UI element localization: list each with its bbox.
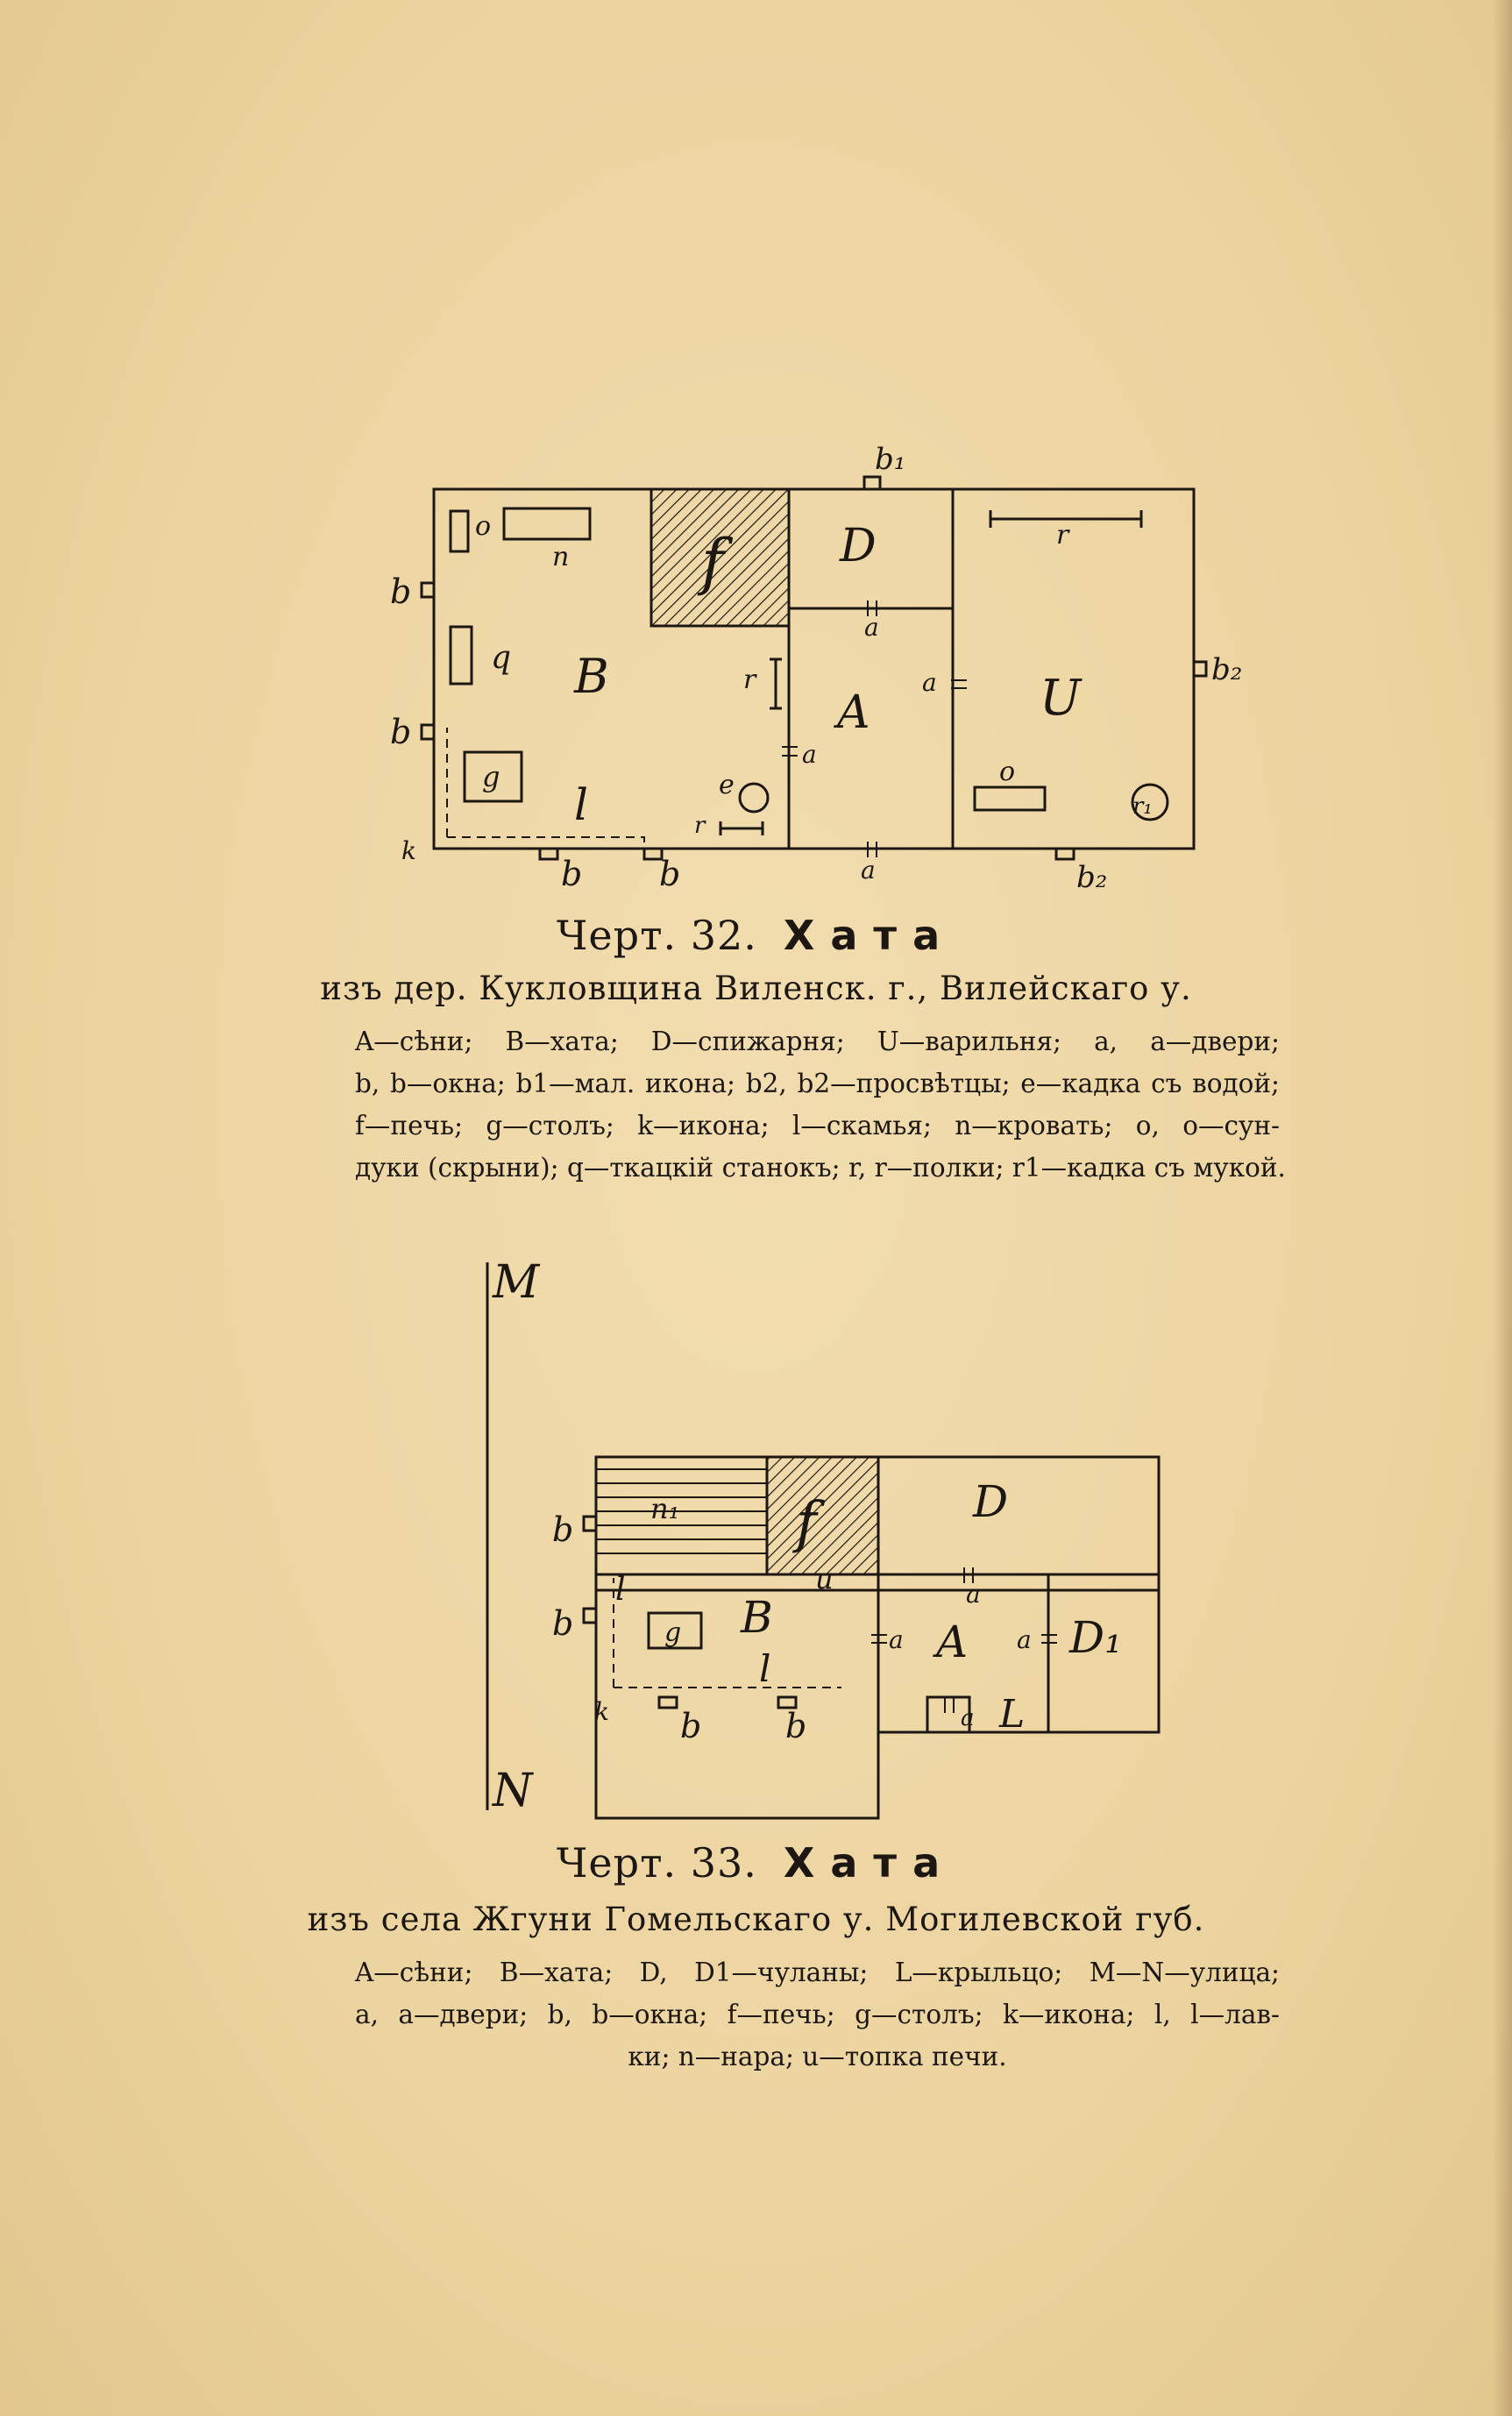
plan-32-label-e: e bbox=[719, 770, 735, 800]
figure-32-subtitle: изъ дер. Кукловщина Виленск. г., Вилейскаго у. bbox=[320, 970, 1192, 1007]
plan-32-loom bbox=[451, 627, 472, 684]
plan-33-hata-wall bbox=[596, 1574, 878, 1818]
plan-32-vent bbox=[1056, 849, 1074, 859]
plan-32-window bbox=[422, 583, 434, 597]
legend-line: дуки (скрыни); q—ткацкій станокъ; r, r—полки; r1—кадка съ мукой. bbox=[355, 1153, 1286, 1183]
figure-32-caption bbox=[0, 912, 1512, 959]
plan-32-svg bbox=[0, 0, 1512, 947]
legend-line: b, b—окна; b1—мал. икона; b2, b2—просвѣтцы; e—кадка съ водой; bbox=[355, 1069, 1280, 1098]
plan-32-label-B: B bbox=[574, 649, 609, 704]
plan-33-label-D: D bbox=[973, 1476, 1009, 1527]
plan-32-label-b1: b₁ bbox=[875, 442, 906, 477]
plan-32-label-a: a bbox=[922, 668, 937, 697]
plan-33-label-a: a bbox=[966, 1580, 981, 1609]
plan-33-label-a: a bbox=[961, 1705, 975, 1731]
plan-32-label-a: a bbox=[861, 856, 876, 885]
plan-32-label-b: b bbox=[390, 572, 412, 611]
plan-32-label-A: A bbox=[837, 686, 870, 739]
figure-32-number: Черт. 32. bbox=[556, 912, 757, 959]
plan-32-label-a: a bbox=[864, 613, 879, 642]
figure-33-legend bbox=[355, 1951, 1280, 2078]
plan-33-svg bbox=[0, 1210, 1512, 1823]
plan-32-window bbox=[422, 725, 434, 739]
figure-33-caption bbox=[0, 1839, 1512, 1887]
plan-32-label-b: b bbox=[390, 713, 412, 751]
plan-32-vent bbox=[1194, 662, 1206, 676]
plan-32-label-l: l bbox=[574, 779, 588, 830]
plan-33-label-B: B bbox=[741, 1592, 773, 1643]
plan-33-label-l: l bbox=[759, 1647, 771, 1690]
legend-line: ки; n—нара; u—топка печи. bbox=[628, 2042, 1007, 2071]
plan-32-icon-window bbox=[864, 477, 880, 489]
plan-32-label-f: f bbox=[701, 526, 724, 598]
plan-33-label-D1: D₁ bbox=[1069, 1612, 1123, 1663]
plan-32-label-r: r bbox=[743, 664, 756, 695]
plan-33-window bbox=[584, 1517, 596, 1531]
figure-33-title: Хата bbox=[783, 1839, 956, 1887]
figure-32-title: Хата bbox=[783, 912, 956, 959]
plan-32-label-n: n bbox=[552, 542, 570, 572]
plan-32-label-D: D bbox=[840, 520, 877, 572]
plan-32-label-o: o bbox=[999, 757, 1016, 787]
plan-32-chest-o bbox=[975, 787, 1045, 810]
plan-33-label-f: f bbox=[796, 1490, 817, 1555]
figure-33-subtitle: изъ села Жгуни Гомельскаго у. Могилевской губ. bbox=[307, 1901, 1205, 1938]
plan-32-label-r1: r₁ bbox=[1132, 793, 1153, 820]
plan-32-bed bbox=[504, 508, 590, 539]
plan-32-chest-o bbox=[451, 511, 468, 551]
plan-32-label-U: U bbox=[1040, 670, 1082, 727]
plan-32-label-o: o bbox=[475, 511, 492, 542]
plan-33-window bbox=[584, 1609, 596, 1623]
plan-32-label-r: r bbox=[694, 813, 706, 839]
plan-33-plank-bed bbox=[596, 1469, 767, 1553]
floor-plan-figure-32 bbox=[0, 0, 1512, 947]
figure-32-legend bbox=[355, 1020, 1286, 1189]
plan-32-label-g: g bbox=[482, 760, 500, 793]
plan-32-label-b2: b₂ bbox=[1076, 860, 1108, 895]
floor-plan-figure-33 bbox=[0, 1210, 1512, 1823]
plan-32-label-b: b bbox=[561, 855, 583, 893]
plan-33-label-b: b bbox=[785, 1707, 807, 1745]
plan-32-label-b: b bbox=[659, 855, 681, 893]
plan-33-label-b: b bbox=[680, 1707, 702, 1745]
plan-32-water-tub bbox=[740, 784, 768, 812]
plan-32-window bbox=[540, 849, 557, 859]
plan-33-label-k: k bbox=[594, 1697, 609, 1726]
figure-33-number: Черт. 33. bbox=[556, 1839, 757, 1887]
plan-32-bench bbox=[447, 728, 644, 849]
plan-33-label-g: g bbox=[664, 1617, 682, 1648]
plan-33-label-a: a bbox=[1017, 1625, 1032, 1654]
plan-33-label-M: M bbox=[493, 1256, 540, 1309]
legend-line: f—печь; g—столъ; k—икона; l—скамья; n—кровать; o, o—сун- bbox=[355, 1111, 1280, 1140]
plan-33-stove bbox=[767, 1457, 878, 1574]
plan-33-label-b: b bbox=[552, 1604, 574, 1643]
plan-33-label-b: b bbox=[552, 1510, 574, 1549]
plan-33-label-L: L bbox=[999, 1692, 1026, 1737]
plan-33-label-N: N bbox=[493, 1765, 533, 1817]
plan-32-label-a: a bbox=[802, 740, 817, 769]
plan-32-label-r: r bbox=[1056, 520, 1069, 551]
legend-line: a, a—двери; b, b—окна; f—печь; g—столъ; k—икона; l, l—лав- bbox=[355, 2000, 1280, 2029]
plan-32-label-b2: b₂ bbox=[1211, 652, 1243, 687]
plan-33-label-l: l bbox=[615, 1572, 626, 1608]
legend-line: A—сѣни; B—хата; D, D1—чуланы; L—крыльцо; M—N—улица; bbox=[355, 1958, 1280, 1987]
plan-32-label-k: k bbox=[401, 836, 416, 865]
plan-32-outer-wall bbox=[434, 489, 1194, 849]
plan-32-label-q: q bbox=[491, 640, 512, 676]
legend-line: A—сѣни; B—хата; D—спижарня; U—варильня; a, a—двери; bbox=[355, 1027, 1280, 1056]
plan-33-label-u: u bbox=[815, 1562, 834, 1595]
plan-33-label-n1: n₁ bbox=[650, 1492, 680, 1525]
plan-33-label-A: A bbox=[936, 1617, 969, 1667]
plan-33-label-a: a bbox=[889, 1625, 904, 1654]
plan-33-window bbox=[659, 1697, 677, 1708]
